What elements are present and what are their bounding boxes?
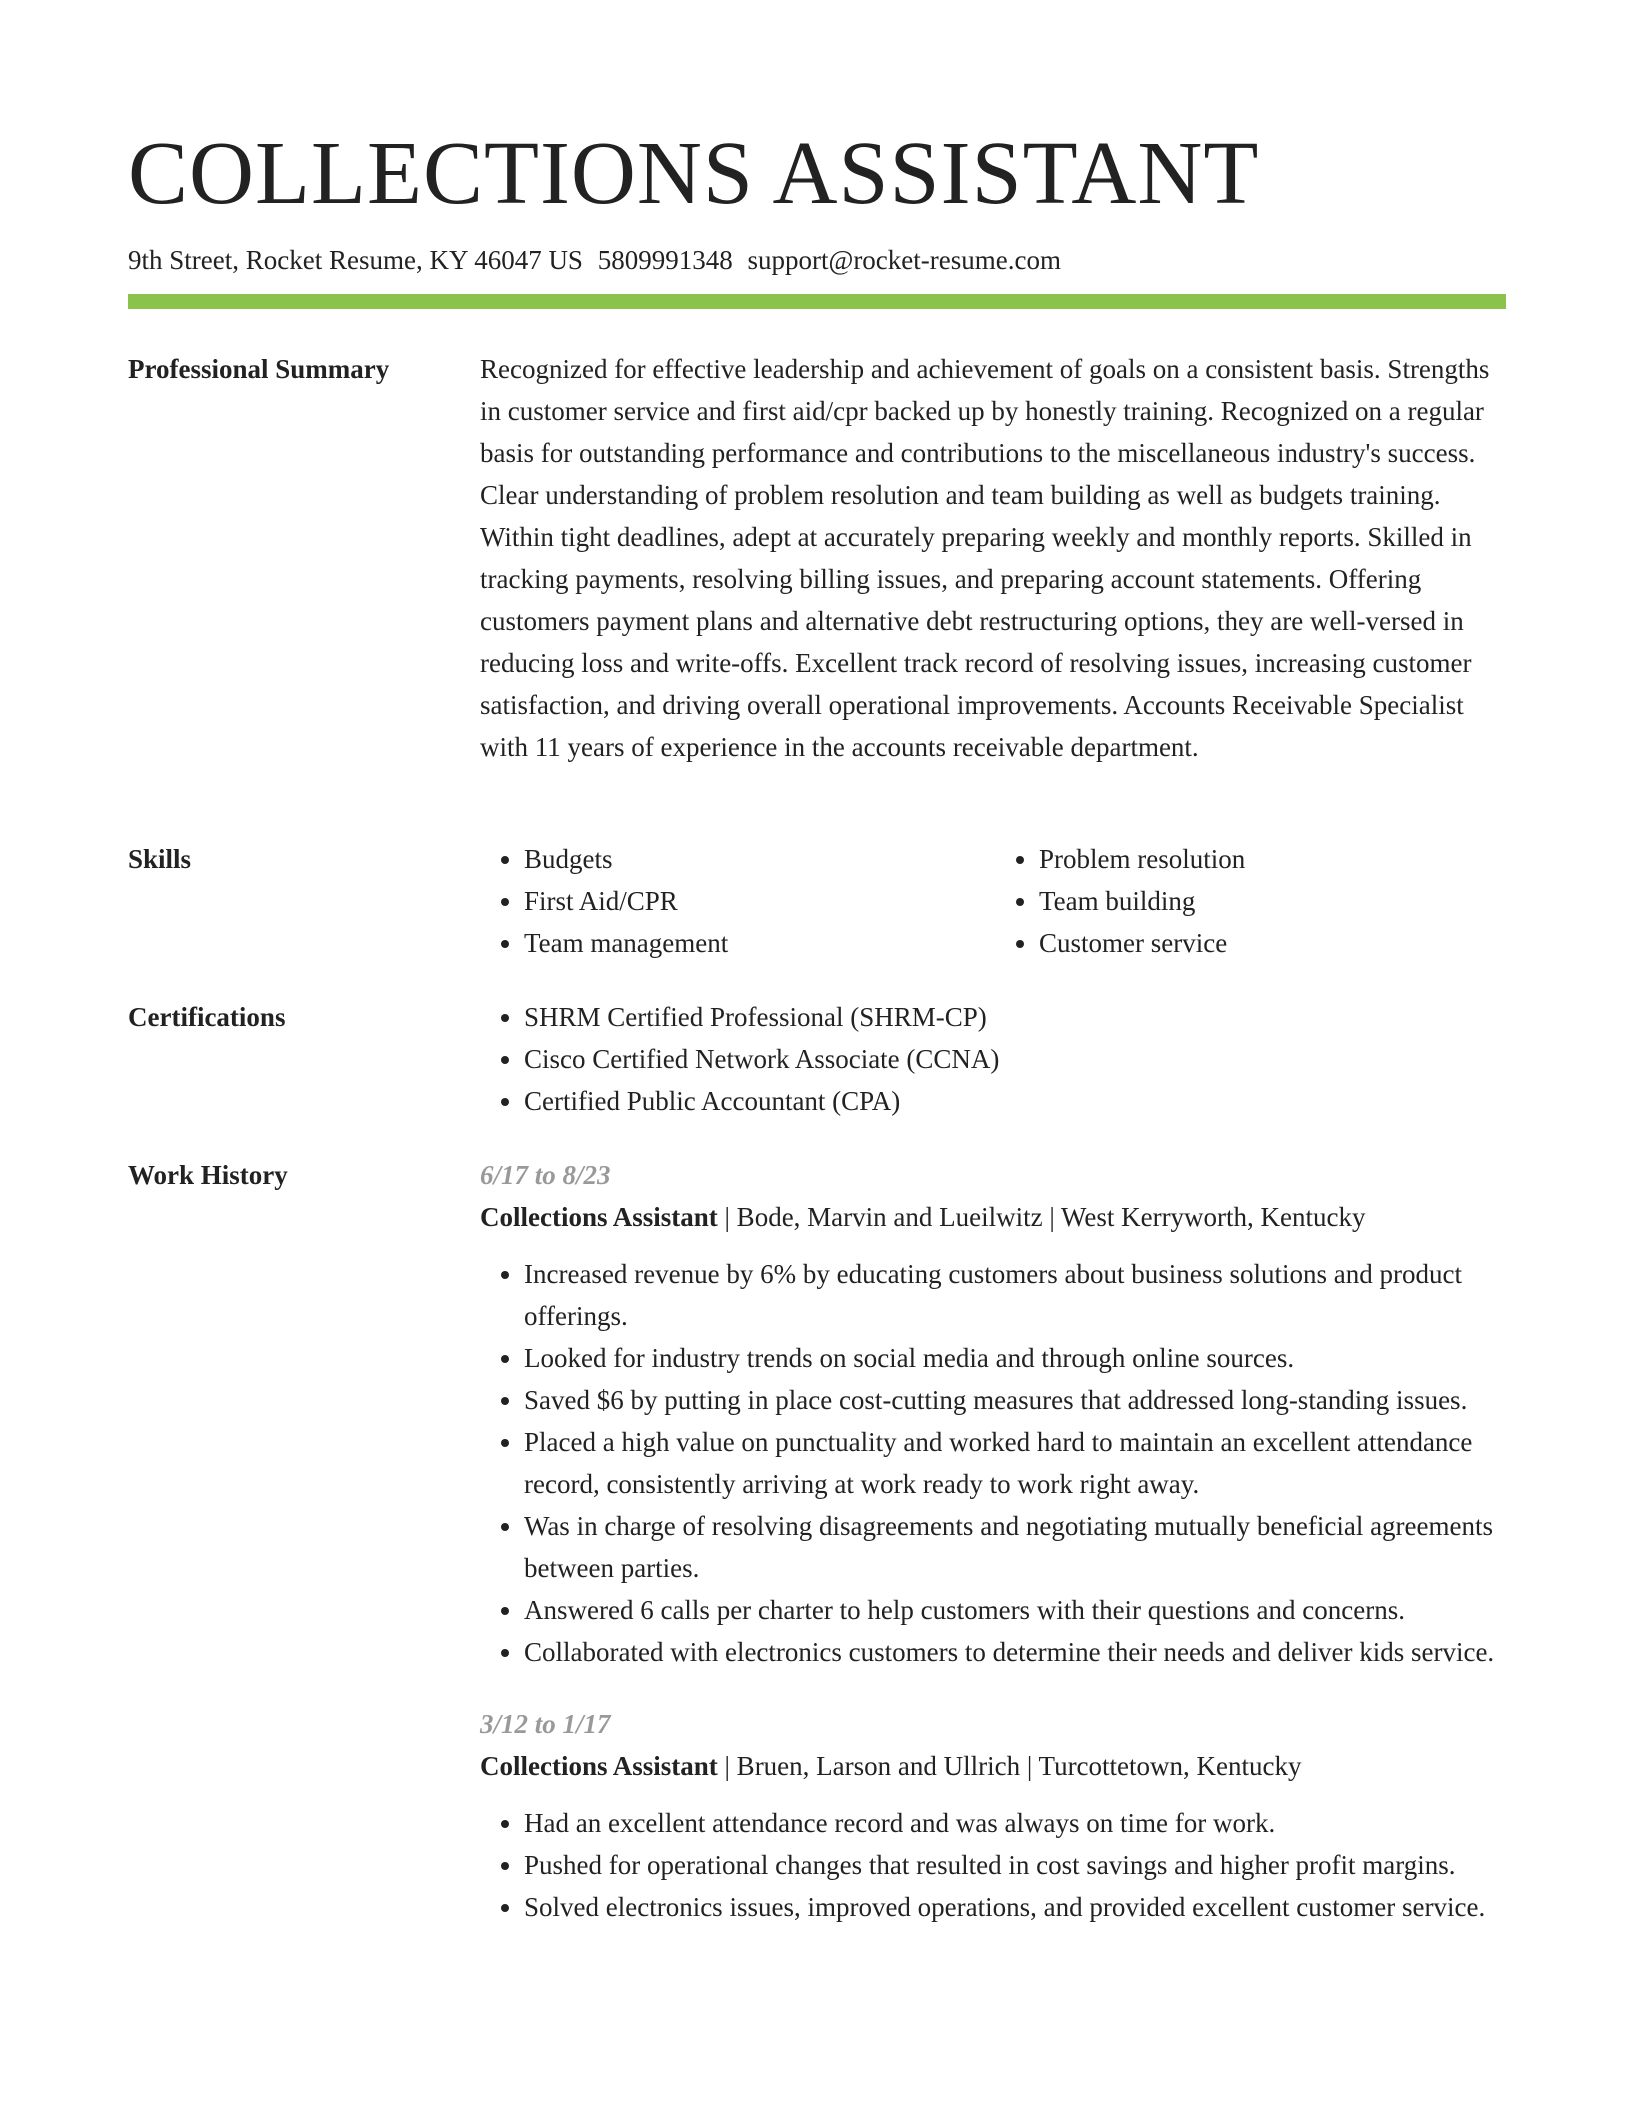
job-entry xyxy=(480,1154,1510,1673)
job-entry xyxy=(480,1703,1510,1928)
job-bullet: • Looked for industry trends on social media and through online sources. xyxy=(524,1337,1510,1379)
job-title-line xyxy=(480,1745,1510,1787)
summary-body xyxy=(480,348,1510,768)
contact-line xyxy=(128,240,1506,280)
header-divider xyxy=(128,294,1506,309)
job-bullet: • Answered 6 calls per charter to help customers with their questions and concerns. xyxy=(524,1589,1510,1631)
skill-item: • Team management xyxy=(524,922,995,964)
certifications-list xyxy=(480,996,1510,1122)
skill-item: • First Aid/CPR xyxy=(524,880,995,922)
skill-item: • Team building xyxy=(1039,880,1510,922)
job-bullet: • Solved electronics issues, improved operations, and provided excellent customer service. xyxy=(524,1886,1510,1928)
job-bullet: • Collaborated with electronics customers to determine their needs and deliver kids service. xyxy=(524,1631,1510,1673)
work-history-heading: Work History xyxy=(128,1160,288,1190)
skills-column-1 xyxy=(480,838,995,964)
certifications-body xyxy=(480,996,1510,1122)
job-bullet: • Placed a high value on punctuality and worked hard to maintain an excellent attendance record, consistently arriving at work ready to work right away. xyxy=(524,1421,1510,1505)
job-title-line xyxy=(480,1196,1510,1238)
contact-email[interactable]: support@rocket-resume.com xyxy=(747,245,1061,275)
job-dates: 6/17 to 8/23 xyxy=(480,1160,611,1190)
job-title: Collections Assistant xyxy=(480,1751,718,1781)
job-bullet: • Saved $6 by putting in place cost-cutting measures that addressed long-standing issues. xyxy=(524,1379,1510,1421)
job-bullet: • Increased revenue by 6% by educating customers about business solutions and product offerings. xyxy=(524,1253,1510,1337)
certifications-heading: Certifications xyxy=(128,1002,286,1032)
job-dates: 3/12 to 1/17 xyxy=(480,1709,611,1739)
job-bullet: • Had an excellent attendance record and was always on time for work. xyxy=(524,1802,1510,1844)
skill-item: • Customer service xyxy=(1039,922,1510,964)
certification-item: • Certified Public Accountant (CPA) xyxy=(524,1080,1510,1122)
skills-heading: Skills xyxy=(128,844,192,874)
job-employer: | Bruen, Larson and Ullrich | Turcottetown, Kentucky xyxy=(717,1751,1302,1781)
job-bullets xyxy=(480,1802,1510,1928)
contact-phone: 5809991348 xyxy=(597,245,733,275)
job-bullets xyxy=(480,1253,1510,1673)
summary-text: Recognized for effective leadership and achievement of goals on a consistent basis. Strengths in customer service and first aid/cpr backed up by honestly training. Recognized on a regular basis for outstanding performance and contributions to the miscellaneous industry's success. Clear understanding of problem resolution and team building as well as budgets training. Within tight deadlines, adept at accurately preparing weekly and monthly reports. Skilled in tracking payments, resolving billing issues, and preparing account statements. Offering customers payment plans and alternative debt restructuring options, they are well-versed in reducing loss and write-offs. Excellent track record of resolving issues, increasing customer satisfaction, and driving overall operational improvements. Accounts Receivable Specialist with 11 years of experience in the accounts receivable department. xyxy=(480,354,1490,762)
resume-header xyxy=(128,118,1506,309)
resume-name: COLLECTIONS ASSISTANT xyxy=(128,124,1260,223)
certification-item: • SHRM Certified Professional (SHRM-CP) xyxy=(524,996,1510,1038)
job-title: Collections Assistant xyxy=(480,1202,718,1232)
work-history-body xyxy=(480,1154,1510,1928)
contact-address: 9th Street, Rocket Resume, KY 46047 US xyxy=(128,245,583,275)
job-bullet: • Pushed for operational changes that resulted in cost savings and higher profit margins. xyxy=(524,1844,1510,1886)
job-bullet: • Was in charge of resolving disagreements and negotiating mutually beneficial agreements between parties. xyxy=(524,1505,1510,1589)
skills-column-2 xyxy=(995,838,1510,964)
skills-list xyxy=(480,838,1510,964)
skill-item: • Budgets xyxy=(524,838,995,880)
certification-item: • Cisco Certified Network Associate (CCNA) xyxy=(524,1038,1510,1080)
job-employer: | Bode, Marvin and Lueilwitz | West Kerryworth, Kentucky xyxy=(717,1202,1366,1232)
summary-heading: Professional Summary xyxy=(128,354,390,384)
skill-item: • Problem resolution xyxy=(1039,838,1510,880)
